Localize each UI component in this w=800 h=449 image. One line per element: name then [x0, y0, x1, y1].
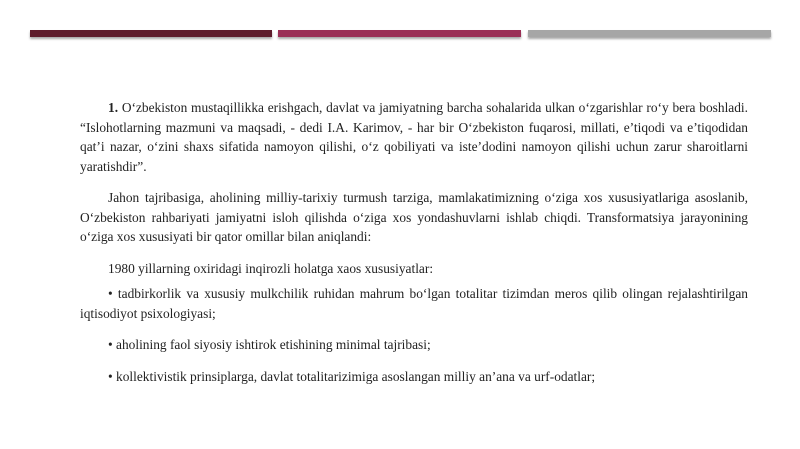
accent-bar-gray — [528, 30, 771, 37]
paragraph-number: 1. — [108, 100, 119, 115]
paragraph-1-text: O‘zbekiston mustaqillikka erishgach, davlat va jamiyatning barcha sohalarida ulkan o‘zgarishlar ro‘y bera boshladi. “Islohotlarning mazmuni va maqsadi, - dedi I.A. Karimov, - har bir O‘zbekiston fuqarosi, millati, e’tiqodi va e’tiqodidan qat’i nazar, o‘zini shaxs sifatida namoyon qilishi, o‘z qobiliyati va iste’dodini namoyon qilishi uchun zarur sharoitlarni yaratishdir”. — [80, 100, 748, 174]
paragraph-3: 1980 yillarning oxiridagi inqirozli holatga xaos xususiyatlar: — [108, 260, 434, 276]
accent-bar-dark — [30, 30, 272, 37]
bullet-item-2: • aholining faol siyosiy ishtirok etishining minimal tajribasi; — [108, 337, 431, 352]
bullet-item-1: • tadbirkorlik va xususiy mulkchilik ruhidan mahrum bo‘lgan totalitar tizimdan meros qilib olingan rejalashtirilgan iqtisodiyot psixologiyasi; — [80, 286, 748, 321]
paragraph-1 — [80, 98, 748, 176]
paragraph-2: Jahon tajribasiga, aholining milliy-tarixiy turmush tarziga, mamlakatimizning o‘ziga xos xususiyatlariga asoslanib, O‘zbekiston rahbariyati jamiyatni isloh qilishda o‘ziga xos yondashuvlarni ishlab chiqdi. Transformatsiya jarayonining o‘ziga xos xususiyati bir qator omillar bilan aniqlandi: — [80, 190, 748, 244]
bullet-item-3: • kollektivistik prinsiplarga, davlat totalitarizimiga asoslangan milliy an’ana va urf-odatlar; — [108, 368, 596, 384]
accent-bar-magenta — [278, 30, 521, 37]
document-body — [80, 98, 748, 398]
